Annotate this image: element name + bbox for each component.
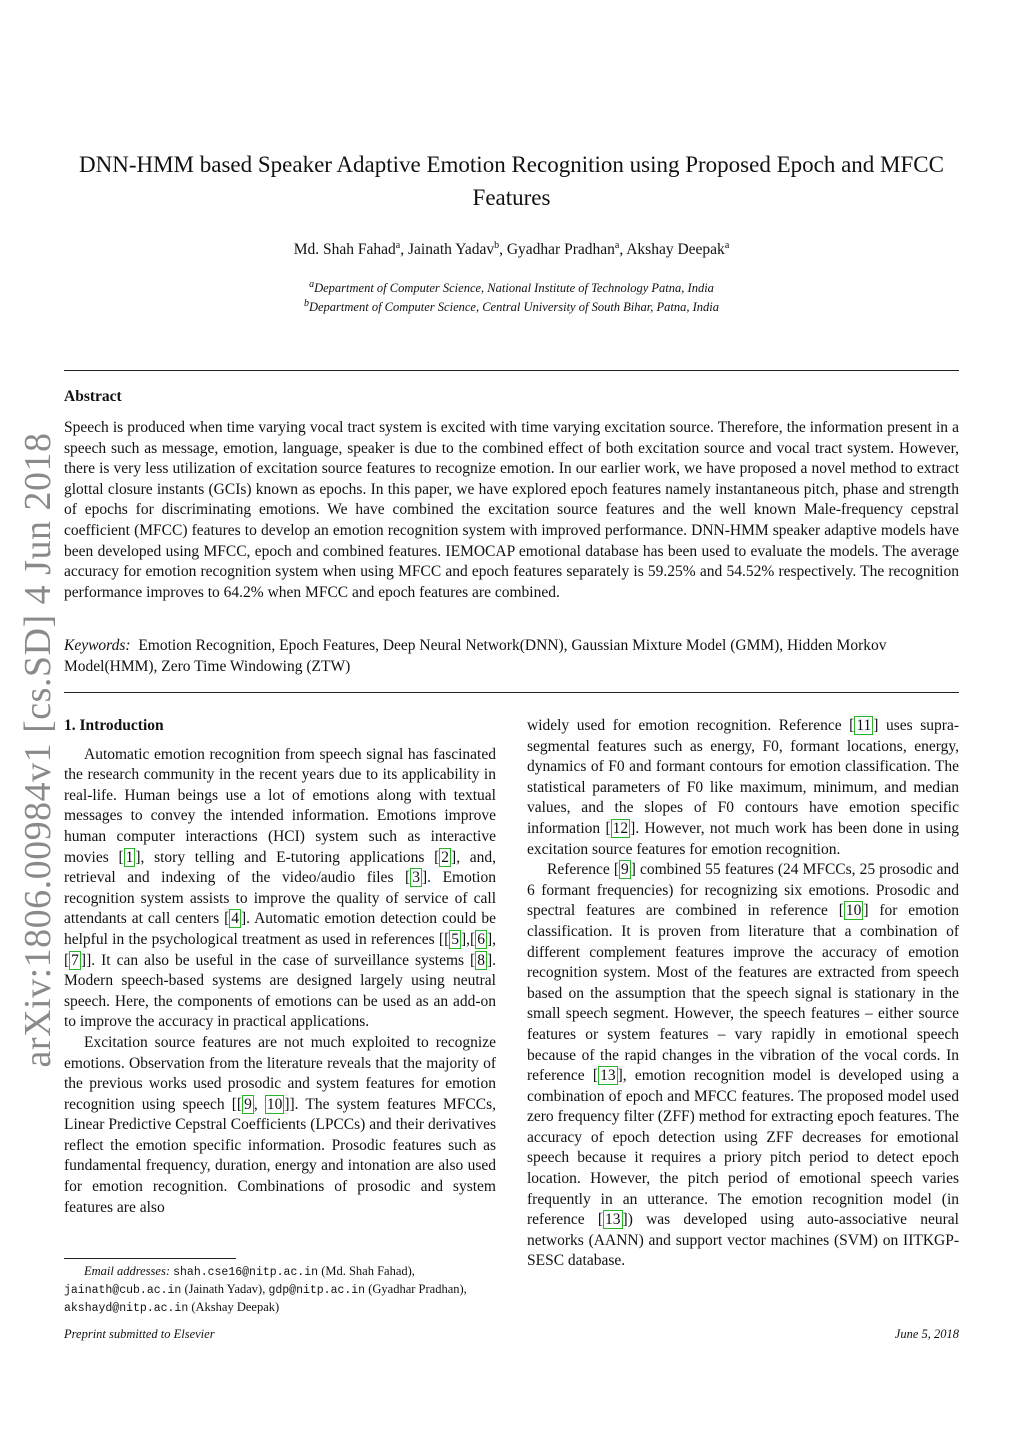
citation-link[interactable]: 5 bbox=[451, 930, 459, 948]
citation-link[interactable]: 4 bbox=[231, 910, 239, 928]
abstract-text: Speech is produced when time varying vocal tract system is excited with time varying excitation source. Therefore, the information present in a speech such as message, emotion, language, speaker is due to the combined effect of both excitation source and vocal tract system. However, there is very less utilization of excitation source features to recognize emotion. In our earlier work, we have proposed a novel method to extract glottal closure instants (GCIs) known as epochs. In this paper, we have explored epoch features namely instantaneous pitch, phase and strength of epochs for discriminating emotions. We have combined the excitation source features and the well known Male-frequency cepstral coefficient (MFCC) features to develop an emotion recognition system with improved performance. DNN-HMM speaker adaptive models have been developed using MFCC, epoch and combined features. IEMOCAP emotional database has been used to evaluate the models. The average accuracy for emotion recognition system when using MFCC and epoch features separately is 59.25% and 54.52% respectively. The recognition performance improves to 64.2% when MFCC and epoch features are combined. bbox=[64, 419, 959, 601]
citation-link[interactable]: 11 bbox=[856, 717, 872, 734]
arxiv-id: arXiv:1806.00984v1 [cs.SD] 4 Jun 2018 bbox=[17, 432, 59, 1068]
affiliation-line bbox=[64, 277, 959, 296]
affiliation-text: Department of Computer Science, Central University of South Bihar, Patna, India bbox=[308, 300, 720, 315]
citation-link[interactable]: 2 bbox=[441, 848, 450, 866]
citation-link[interactable]: 10 bbox=[266, 1095, 283, 1113]
citation-link[interactable]: 7 bbox=[71, 951, 79, 969]
citation-link[interactable]: 6 bbox=[477, 930, 485, 948]
citation-link[interactable]: 9 bbox=[244, 1095, 252, 1113]
abstract-bottom-rule bbox=[64, 692, 959, 693]
abstract-heading: Abstract bbox=[64, 388, 122, 405]
author-name: Gyadhar Pradhan bbox=[506, 241, 615, 259]
citation-link[interactable]: 9 bbox=[621, 861, 629, 879]
email-link[interactable]: jainath@cub.ac.in bbox=[64, 1284, 182, 1297]
author-affil-mark: a bbox=[614, 240, 620, 251]
author-name: Jainath Yadav bbox=[407, 241, 495, 259]
keywords bbox=[64, 636, 944, 677]
intro-paragraph-2: Excitation source features are not much exploited to recognize emotions. Observation from the literature reveals that the majority of the previous works used prosodic and system features for emotion recognition using speech [[ 9 , 10 ]]. The system features MFCCs, Linear Predictive Cepstral Coefficients (LPCCs) and their derivatives reflect the emotion specific information. Prosodic features such as fundamental frequency, duration, energy and intonation are also used for emotion recognition. Combinations of prosodic and system features are also bbox=[64, 1033, 496, 1216]
affiliation-text: Department of Computer Science, National Institute of Technology Patna, India bbox=[314, 281, 714, 296]
abstract-top-rule bbox=[64, 370, 959, 371]
author-list: Md. Shah Fahad$^a$, Jainath Yadav$^b$, Gyadhar Pradhan$^a$, Akshay Deepak$^a$ bbox=[293, 240, 730, 259]
author-affil-mark: b bbox=[494, 240, 500, 251]
footnote-rule bbox=[64, 1258, 236, 1259]
affiliation-mark: a bbox=[309, 279, 315, 290]
preprint-note: Preprint submitted to Elsevier bbox=[64, 1327, 215, 1341]
citation-link[interactable]: 8 bbox=[477, 951, 485, 969]
arxiv-watermark bbox=[8, 432, 68, 1068]
intro-paragraph-2-cont: widely used for emotion recognition. Reference [ 11 ] uses supra-segmental features such as energy, F0, formant locations, energy, dynamics of F0 and formant contours for emotion classification. The statistical parameters of F0 like maximum, minimum, and median values, and the slopes of F0 contours have emotion specific information [ 12 ]. However, not much work has been done in using excitation source features for emotion recognition. bbox=[527, 717, 959, 858]
left-column bbox=[64, 716, 496, 1218]
section-heading-introduction: 1. Introduction bbox=[64, 717, 164, 734]
citation-link[interactable]: 3 bbox=[412, 869, 420, 887]
email-footnote: Email addresses: shah.cse16@nitp.ac.in (Md. Shah Fahad), jainath@cub.ac.in (Jainath Yadav), gdp@nitp.ac.in (Gyadhar Pradhan), akshayd@nitp.ac.in (Akshay Deepak) bbox=[64, 1264, 467, 1315]
citation-link[interactable]: 12 bbox=[612, 819, 629, 837]
citation-link[interactable]: 13 bbox=[600, 1067, 616, 1085]
citation-link[interactable]: 1 bbox=[125, 848, 134, 866]
intro-paragraph-3: Reference [ 9 ] combined 55 features (24 MFCCs, 25 prosodic and 6 formant frequencies) for recognizing six emotions. Prosodic and spectral features are combined in reference [ 10 ] for emotion classification. It is proven from literature that a combination of different complement features improve the accuracy of emotion recognition system. Most of the features are extracted from speech based on the assumption that the speech signal is stationary in the small speech segment. However, the speech features – either source features or system features – vary rapidly in emotional speech because of the rapid changes in the vibration of the vocal cords. In reference [ 13 ], emotion recognition model is developed using a combination of epoch and MFCC features. The proposed model used zero frequency filter (ZFF) method for extracting epoch features. The accuracy of epoch detection using ZFF decreases for emotional speech because it requires a priory pitch period to detect epoch location. However, the pitch period of emotional speech varies frequently in an utterance. The emotion recognition model (in reference [ 13 ]) was developed using auto-associative neural networks (AANN) and support vector machines (SVM) on IITKGP-SESC database. bbox=[527, 861, 960, 1270]
right-column bbox=[527, 716, 959, 1272]
affiliations bbox=[64, 277, 959, 315]
email-link[interactable]: shah.cse16@nitp.ac.in bbox=[173, 1266, 319, 1279]
citation-link[interactable]: 13 bbox=[605, 1211, 621, 1229]
author-affil-mark: a bbox=[724, 240, 730, 251]
footer-date: June 5, 2018 bbox=[894, 1327, 959, 1341]
author-name: Md. Shah Fahad bbox=[293, 241, 396, 259]
intro-paragraph-1: Automatic emotion recognition from speech signal has fascinated the research community in the recent years due to its applicability in real-life. Human beings use a lot of emotions along with textual messages to convey the intended information. Emotions improve human computer interactions (HCI) system such as interactive movies [ 1 ], story telling and E-tutoring applications [ 2 ], and, retrieval and indexing of the video/audio files [ 3 ]. Emotion recognition system assists to improve the quality of service of call attendants at call centers [ 4 ]. Automatic emotion detection could be helpful in the psychological treatment as used in references [[ 5 ],[ 6 ],[ 7 ]]. It can also be useful in the case of surveillance systems [ 8 ]. Modern speech-based systems are designed largely using neutral speech. Here, the components of emotions can be used as an add-on to improve the accuracy in practical applications. bbox=[64, 745, 497, 1031]
keywords-text: Emotion Recognition, Epoch Features, Deep Neural Network(DNN), Gaussian Mixture Model (GMM), Hidden Morkov Model(HMM), Zero Time Windowing (ZTW) bbox=[64, 637, 887, 675]
author-name: Akshay Deepak bbox=[626, 241, 725, 259]
author-affil-mark: a bbox=[395, 240, 401, 251]
footnote-label: Email addresses: bbox=[84, 1264, 170, 1278]
affiliation-mark: b bbox=[303, 298, 309, 310]
citation-link[interactable]: 10 bbox=[845, 902, 862, 920]
keywords-label: Keywords: bbox=[64, 637, 131, 654]
paper-title: DNN-HMM based Speaker Adaptive Emotion Recognition using Proposed Epoch and MFCC Features bbox=[79, 152, 944, 210]
email-link[interactable]: gdp@nitp.ac.in bbox=[268, 1284, 366, 1297]
affiliation-line bbox=[64, 296, 959, 315]
email-link[interactable]: akshayd@nitp.ac.in bbox=[64, 1302, 189, 1315]
